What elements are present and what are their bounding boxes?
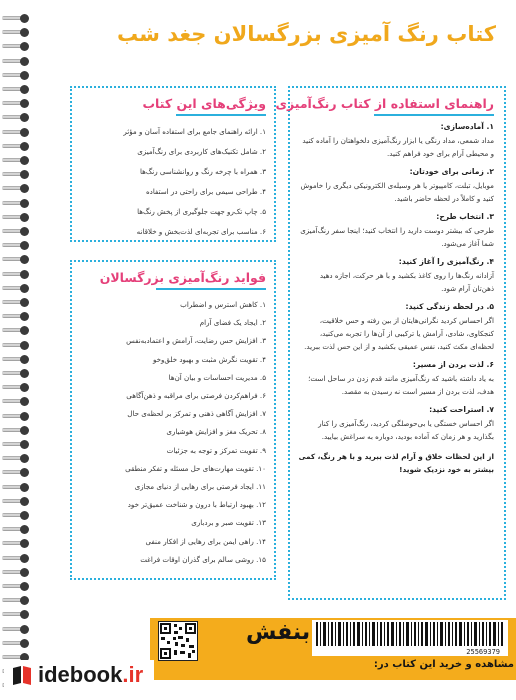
spiral-ring — [2, 85, 30, 93]
spiral-ring — [2, 355, 30, 363]
spiral-ring — [2, 468, 30, 476]
benefit-item: ۱۳. تقویت صبر و بردباری — [191, 518, 266, 528]
benefits-title-underline — [156, 288, 266, 290]
spiral-ring — [2, 582, 30, 590]
benefit-item: ۱۰. تقویت مهارت‌های حل مسئله و تفکر منطقی — [125, 463, 266, 473]
spiral-ring — [2, 639, 30, 647]
spiral-ring — [2, 184, 30, 192]
spiral-ring — [2, 483, 30, 491]
spiral-ring — [2, 610, 30, 618]
buy-book-text[interactable]: مشاهده و خرید این کتاب در: — [373, 659, 514, 670]
guide-closing: از این لحظات خلاق و آرام لذت ببرید و با هر رنگ، کمی بیشتر به خود نزدیک شوید! — [298, 452, 494, 474]
spiral-ring — [2, 199, 30, 207]
binding-hole — [20, 71, 29, 80]
binding-hole — [20, 426, 29, 435]
publisher-logo: بنفش — [246, 620, 311, 645]
guide-heading: ۷. استراحت کنید: — [429, 405, 494, 414]
footer-bar — [150, 618, 516, 680]
guide-heading: ۶. لذت بردن از مسیر: — [412, 360, 494, 369]
spiral-ring — [2, 525, 30, 533]
feature-item: ۳. همراه با چرخه رنگ و روانشناسی رنگ‌ها — [139, 167, 266, 176]
binding-hole — [20, 383, 29, 392]
spiral-ring — [2, 511, 30, 519]
feature-item: ۱. ارائه راهنمای جامع برای استفاده آسان و مؤثر — [123, 127, 266, 136]
binding-hole — [20, 42, 29, 51]
spiral-ring — [2, 57, 30, 65]
spiral-ring — [2, 71, 30, 79]
benefit-item: ۵. مدیریت احساسات و بیان آن‌ها — [168, 372, 266, 382]
binding-hole — [20, 341, 29, 350]
guide-text: اگر احساس خستگی یا بی‌حوصلگی کردید، رنگ‌آمیزی را کنار بگذارید و هر زمان که آماده بودید، دوباره به سراغش بیایید. — [318, 419, 494, 441]
guide-section-1 — [298, 122, 494, 160]
spiral-ring — [2, 28, 30, 36]
spiral-ring — [2, 42, 30, 50]
guide-section-4 — [298, 257, 494, 295]
binding-hole — [20, 511, 29, 520]
watermark-name: idebook — [38, 662, 123, 687]
spiral-ring — [2, 383, 30, 391]
barcode — [312, 620, 508, 656]
feature-item: ۲. شامل تکنیک‌های کاربردی برای رنگ‌آمیزی — [137, 147, 266, 156]
benefit-item: ۶. فراهم‌کردن فرصتی برای مراقبه و ذهن‌آگاهی — [126, 391, 266, 401]
guide-text: اگر احساس کردید نگرانی‌هایتان از بین رفته و حس خلاقیت، کنجکاوی، شادی، آرامش یا ترکیبی از آن‌ها را تجربه می‌کنید، لحظه‌ای مکث کنید، نفس عمیقی بکشید و از این حس لذت ببرید. — [304, 316, 494, 351]
binding-hole — [20, 170, 29, 179]
spiral-ring — [2, 497, 30, 505]
benefit-item: ۱۲. بهبود ارتباط با درون و شناخت عمیق‌تر خود — [127, 500, 266, 510]
guide-heading: ۴. رنگ‌آمیزی را آغاز کنید: — [398, 257, 494, 266]
benefit-item: ۲. ایجاد یک فضای آرام — [199, 318, 266, 328]
features-title: ویژگی‌های این کتاب — [142, 96, 266, 111]
binding-hole — [20, 582, 29, 591]
spiral-ring — [2, 99, 30, 107]
benefits-title: فواید رنگ‌آمیزی بزرگسالان — [99, 270, 266, 285]
binding-hole — [20, 312, 29, 321]
spiral-ring — [2, 142, 30, 150]
spiral-ring — [2, 369, 30, 377]
barcode-number: 25569379 — [466, 648, 500, 656]
binding-hole — [20, 355, 29, 364]
page-title: کتاب رنگ آمیزی بزرگسالان جغد شب — [117, 22, 496, 46]
guide-section-3 — [298, 212, 494, 250]
spiral-ring — [2, 440, 30, 448]
spiral-ring — [2, 625, 30, 633]
guide-section-5 — [298, 302, 494, 353]
spiral-ring — [2, 312, 30, 320]
binding-hole — [20, 596, 29, 605]
spiral-ring — [2, 554, 30, 562]
guide-text: مداد شمعی، مداد رنگی یا ابزار رنگ‌آمیزی دلخواهتان را آماده کنید و محیطی آرام برای خود فراهم کنید. — [302, 136, 494, 158]
feature-item: ۴. طراحی سیمی برای راحتی در استفاده — [145, 187, 266, 196]
guide-heading: ۲. زمانی برای خودتان: — [409, 167, 494, 176]
binding-hole — [20, 270, 29, 279]
benefit-item: ۱۵. روشی سالم برای گذران اوقات فراغت — [140, 554, 266, 564]
spiral-ring — [2, 227, 30, 235]
binding-hole — [20, 454, 29, 463]
binding-hole — [20, 255, 29, 264]
binding-hole — [20, 213, 29, 222]
binding-hole — [20, 412, 29, 421]
benefit-item: ۷. افزایش آگاهی ذهنی و تمرکز بر لحظه‌ی حال — [127, 409, 266, 419]
binding-hole — [20, 369, 29, 378]
binding-hole — [20, 610, 29, 619]
benefits-box — [70, 260, 276, 580]
binding-hole — [20, 554, 29, 563]
binding-hole — [20, 525, 29, 534]
spiral-ring — [2, 298, 30, 306]
binding-hole — [20, 184, 29, 193]
binding-hole — [20, 199, 29, 208]
binding-hole — [20, 568, 29, 577]
binding-hole — [20, 397, 29, 406]
benefit-item: ۳. افزایش حس رضایت، آرامش و اعتماد‌به‌نفس — [126, 336, 266, 346]
benefit-item: ۸. تحریک مغز و افزایش هوشیاری — [166, 427, 266, 437]
binding-hole — [20, 57, 29, 66]
spiral-ring — [2, 284, 30, 292]
spiral-ring — [2, 156, 30, 164]
spiral-ring — [2, 128, 30, 136]
guide-section-6 — [298, 360, 494, 398]
binding-hole — [20, 483, 29, 492]
binding-hole — [20, 241, 29, 250]
binding-hole — [20, 128, 29, 137]
guide-section-7 — [298, 405, 494, 443]
guide-text: آزادانه رنگ‌ها را روی کاغذ بکشید و با هر حرکت، اجازه دهید ذهن‌تان آرام شود. — [319, 271, 494, 293]
binding-hole — [20, 468, 29, 477]
benefit-item: ۴. تقویت نگرش مثبت و بهبود خلق‌وخو — [152, 354, 266, 364]
spiral-ring — [2, 454, 30, 462]
binding-hole — [20, 85, 29, 94]
guide-heading: ۳. انتخاب طرح: — [436, 212, 494, 221]
benefit-item: ۱. کاهش استرس و اضطراب — [180, 300, 266, 309]
guide-text: موبایل، تبلت، کامپیوتر یا هر وسیله‌ی الکترونیکی دیگری را خاموش کنید و کاملاً در لحظه حاضر باشید. — [300, 181, 494, 203]
guide-heading: ۱. آماده‌سازی: — [440, 122, 494, 131]
guide-title-underline — [374, 114, 494, 116]
binding-hole — [20, 625, 29, 634]
spiral-ring — [2, 326, 30, 334]
guide-title: راهنمای استفاده از کتاب رنگ‌آمیزی — [275, 96, 494, 111]
spiral-ring — [2, 341, 30, 349]
binding-hole — [20, 440, 29, 449]
watermark-text — [38, 662, 143, 688]
guide-text: به یاد داشته باشید که رنگ‌آمیزی مانند قدم زدن در ساحل است؛ هدف، لذت بردن از مسیر است نه رسیدن به مقصد. — [308, 374, 494, 396]
spiral-ring — [2, 397, 30, 405]
spiral-ring — [2, 213, 30, 221]
feature-item: ۵. چاپ تک‌رو جهت جلوگیری از پخش رنگ‌ها — [137, 207, 266, 216]
spiral-ring — [2, 596, 30, 604]
features-box — [70, 86, 276, 242]
spiral-ring — [2, 412, 30, 420]
qr-code-icon[interactable] — [158, 621, 198, 661]
spiral-ring — [2, 568, 30, 576]
watermark-suffix: .ir — [122, 662, 144, 687]
guide-box — [275, 86, 506, 600]
spiral-ring — [2, 241, 30, 249]
features-title-underline — [176, 114, 266, 116]
book-icon — [10, 663, 34, 687]
binding-hole — [20, 227, 29, 236]
binding-hole — [20, 284, 29, 293]
spiral-ring — [2, 113, 30, 121]
binding-hole — [20, 113, 29, 122]
benefit-item: ۱۱. ایجاد فرصتی برای رهایی از دنیای مجازی — [134, 482, 266, 492]
spiral-ring — [2, 426, 30, 434]
binding-hole — [20, 14, 29, 23]
binding-hole — [20, 156, 29, 165]
spiral-binding — [0, 0, 34, 700]
binding-hole — [20, 28, 29, 37]
spiral-ring — [2, 170, 30, 178]
binding-hole — [20, 639, 29, 648]
binding-hole — [20, 142, 29, 151]
watermark — [4, 660, 154, 692]
spiral-ring — [2, 539, 30, 547]
binding-hole — [20, 99, 29, 108]
guide-heading: ۵. در لحظه زندگی کنید: — [405, 302, 494, 311]
binding-hole — [20, 539, 29, 548]
guide-section-2 — [298, 167, 494, 205]
guide-text: طرحی که بیشتر دوست دارید را انتخاب کنید؛ اینجا سفر رنگ‌آمیزی شما آغاز می‌شود. — [300, 226, 494, 248]
benefit-item: ۹. تقویت تمرکز و توجه به جزئیات — [166, 445, 266, 455]
spiral-ring — [2, 270, 30, 278]
binding-hole — [20, 326, 29, 335]
feature-item: ۶. مناسب برای تجربه‌ای لذت‌بخش و خلاقانه — [136, 227, 266, 236]
spiral-ring — [2, 14, 30, 22]
spiral-ring — [2, 255, 30, 263]
benefit-item: ۱۴. راهی ایمن برای رهایی از افکار منفی — [145, 536, 266, 546]
binding-hole — [20, 497, 29, 506]
binding-hole — [20, 298, 29, 307]
